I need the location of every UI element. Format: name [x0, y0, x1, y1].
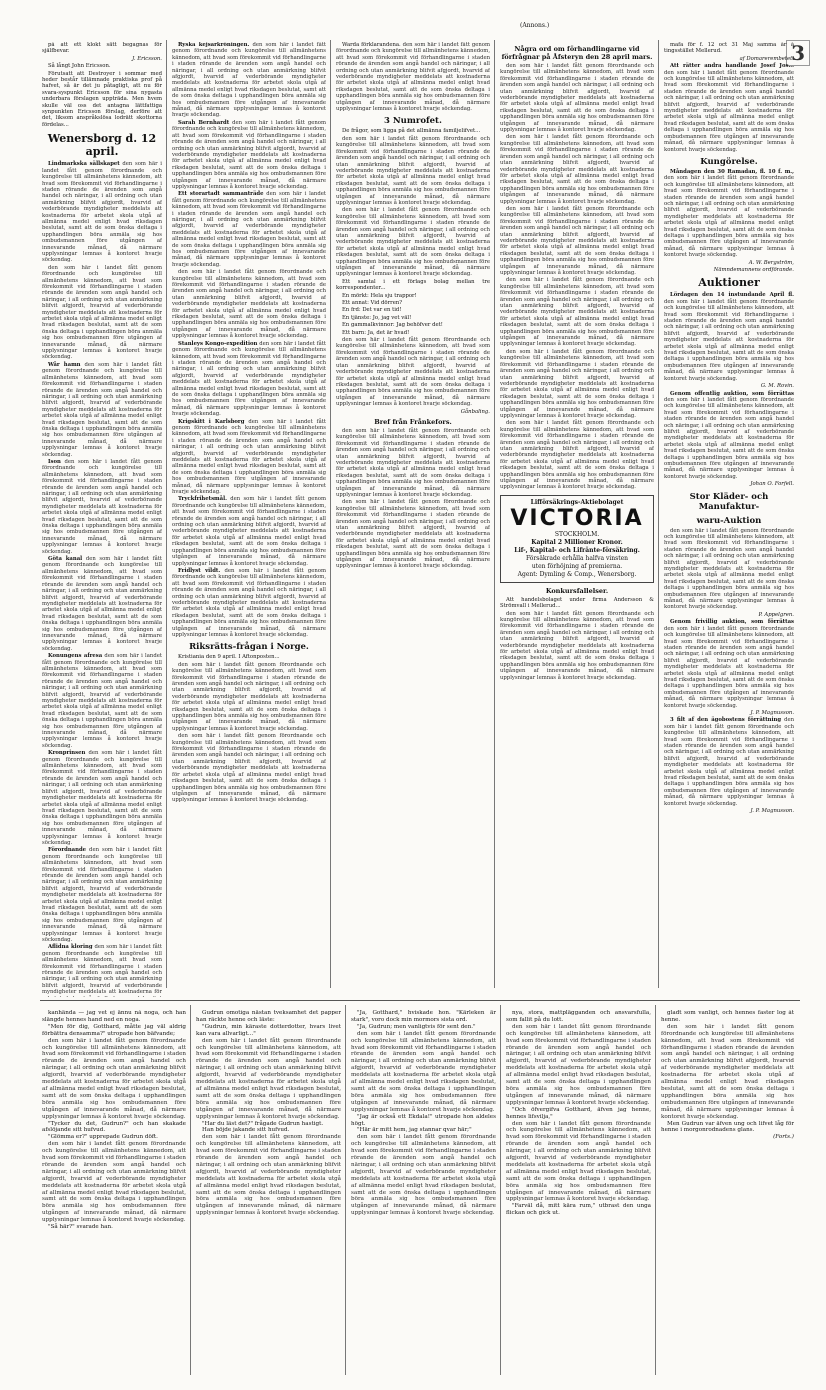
ad-title: Lifförsäkrings-Aktiebolaget — [530, 498, 624, 506]
sign-off: Gånbaling. — [460, 408, 490, 415]
body-text: den som här i landet fått genom förordnande och kungörelse till allmänhetens kännedom, att hvad som förekommit vid förhandlingarne i staden rörande de ärenden som angå handel och näringar, i all ordning och utan anmärkning blifvit afgjordt, hvarvid af vederbörande myndigheter meddelats att kostnaderna för arbetet skola utgå af allmänna medel enligt hvad riksdagen beslutat, samt att de som önska deltaga i upphandlingen böra anmäla sig hos ombudsmannen före utgången af innevarande månad, då närmare upplysningar lemnas å kontoret hvarje söckendag. — [336, 499, 490, 570]
body-text: den som här i landet fått genom förordnande och kungörelse till allmänhetens kännedom, att hvad som förekommit vid förhandlingarne i staden rörande de ärenden som angå handel och näringar, i all ordning och utan anmärkning blifvit afgjordt, hvarvid af vederbörande myndigheter meddelats att kostnaderna för arbetet skola utgå af allmänna medel enligt hvad riksdagen beslutat, samt att de som önska deltaga i upphandlingen böra anmäla sig hos ombudsmannen före utgången af innevarande månad, då närmare upplysningar lemnas å kontoret hvarje söckendag. — [42, 1037, 186, 1120]
ad-types: Lif-, Kapital- och Lifräntе-försäkring. — [514, 546, 640, 554]
story-dialog: "Glömma er?" upprepade Gudrun döft. — [48, 1134, 158, 1141]
headline: Sarah Bernhardt — [178, 119, 230, 126]
body-text: den som här i landet fått genom förordnande och kungörelse till allmänhetens kännedom, att hvad som förekommit vid förhandlingarne i staden rörande de ärenden som angå handel och näringar, i all ordning och utan anmärkning blifvit afgjordt, hvarvid af vederbörande myndigheter meddelats att kostnaderna för arbetet skola utgå af allmänna medel enligt hvad riksdagen beslutat, samt att de som önska deltaga i upphandlingen böra anmäla sig hos ombudsmannen före utgången af innevarande månad, då närmare upplysningar lemnas å kontoret hvarje söckendag. — [172, 119, 326, 190]
section-title: Wår hamn — [48, 361, 81, 368]
signature: A. W. Bergström, — [748, 259, 794, 266]
story-dialog: "Tycker du det, Gudrun?" och han skakade afslöjande sitt hufvud. — [42, 1120, 186, 1134]
body-text: den som här i landet fått genom förordnande och kungörelse till allmänhetens kännedom, att hvad som förekommit vid förhandlingarne i staden rörande de ärenden som angå handel och näringar, i all ordning och utan anmärkning blifvit afgjordt, hvarvid af vederbörande myndigheter meddelats att kostnaderna för arbetet skola utgå af allmänna medel enligt hvad riksdagen beslutat, samt att de som önska deltaga i upphandlingen böra anmäla sig hos ombudsmannen före utgången af innevarande månad, då närmare upplysningar lemnas å kontoret hvarje söckendag. — [664, 298, 794, 382]
story-column-3 — [351, 1010, 496, 1380]
intro-line: Förutsatt att Destroyer i sommar med heder består tillämnade praktiska prof på hafvet, så är det ju påtagligt, att nu för svara-syspunkt Ericsson för sina nygasta underbara förslagen uppträda. Men hvem skulle väl oss det antagna lättfattiga synpunkten Ericsson förslag, derföre att det, liksom anspråkslösa lodrätt skottorna fördelas... — [42, 70, 162, 128]
column-1 — [42, 42, 162, 997]
body-text: den som här i landet fått genom förordnande och kungörelse till allmänhetens kännedom, att hvad som förekommit vid förhandlingarne i staden rörande de ärenden som angå handel och näringar, i all ordning och utan anmärkning blifvit afgjordt, hvarvid af vederbörande myndigheter meddelats att kostnaderna för arbetet skola utgå af allmänna medel enligt hvad riksdagen beslutat, samt att de som önska deltaga i upphandlingen böra anmäla sig hos ombudsmannen före utgången af innevarande månad, då närmare upplysningar lemnas å kontoret hvarje söckendag. — [664, 625, 794, 709]
section-intro: Kristiania den 9 april. I Aftonposten... — [178, 654, 280, 661]
signature: Nämndemannens ordförande. — [713, 267, 794, 273]
body-text: den som här i landet fått genom förordnande och kungörelse till allmänhetens kännedom, att hvad som förekommit vid förhandlingarne i staden rörande de ärenden som angå handel och näringar, i all ordning och utan anmärkning blifvit afgjordt, hvarvid af vederbörande myndigheter meddelats att kostnaderna för arbetet skola utgå af allmänna medel enligt hvad riksdagen beslutat, samt att de som önska deltaga i upphandlingen böra anmäla sig hos ombudsmannen före utgången af innevarande månad, då närmare upplysningar lemnas å kontoret hvarje söckendag. — [196, 1037, 341, 1120]
story-dialog: "Men för dig, Gotthard, måtte jag väl aldrig förbättra densamma?" utropade hon bäfvande; — [42, 1023, 186, 1037]
signature: J. P. Magnusson. — [750, 709, 794, 716]
body-text: den som här i landet fått genom förordnande och kungörelse till allmänhetens kännedom, att hvad som förekommit vid förhandlingarne i staden rörande de ärenden som angå handel och näringar, i all ordning och utan anmärkning blifvit afgjordt, hvarvid af vederbörande myndigheter meddelats att kostnaderna för arbetet skola utgå af allmänna medel enligt hvad riksdagen beslutat, samt att de som önska deltaga i upphandlingen böra anmäla sig hos ombudsmannen före utgången af innevarande månad, då närmare upplysningar lemnas å kontoret hvarje söckendag. — [500, 610, 654, 681]
body-text: den som här i landet fått genom förordnande och kungörelse till allmänhetens kännedom, att hvad som förekommit vid förhandlingarne i staden rörande de ärenden som angå handel och näringar, i all ordning och utan anmärkning blifvit afgjordt, hvarvid af vederbörande myndigheter meddelats att kostnaderna för arbetet skola utgå af allmänna medel enligt hvad riksdagen beslutat, samt att de som önska deltaga i upphandlingen böra anmäla sig hos ombudsmannen före utgången af innevarande månad, då närmare upplysningar lemnas å kontoret hvarje söckendag. — [42, 750, 162, 846]
dialog-line: Ett annat: Vid dörren? — [342, 300, 403, 307]
story-column-5 — [661, 1010, 794, 1380]
body-text: den som här i landet fått genom förordnande och kungörelse till allmänhetens kännedom, att hvad som förekommit vid förhandlingarne i staden rörande de ärenden som angå handel och näringar, i all ordning och utan anmärkning blifvit afgjordt, hvarvid af vederbörande myndigheter meddelats att kostnaderna för arbetet skola utgå af allmänna medel enligt hvad riksdagen beslutat, samt att de som önska deltaga i upphandlingen böra anmäla sig hos ombudsmannen före utgången af innevarande månad, då närmare upplysningar lemnas å kontoret hvarje söckendag. — [172, 191, 326, 268]
dialog-line: En gammalkvinnor: Jag behöfver det! — [342, 322, 443, 329]
dialog-line: En frd: Det var en tid! — [342, 307, 402, 314]
headline: Fridlyst vildt. — [178, 567, 221, 574]
headline: Ett storartadt sammanträde — [178, 191, 264, 198]
section-divider — [40, 1000, 800, 1001]
headline: Krigskitt i Karlsborg — [178, 418, 245, 425]
signature: J. P. Magnusson. — [750, 808, 794, 815]
body-text: den som här i landet fått genom förordnande och kungörelse till allmänhetens kännedom, att hvad som förekommit vid förhandlingarne i staden rörande de ärenden som angå handel och näringar, i all ordning och utan anmärkning blifvit afgjordt, hvarvid af vederbörande myndigheter meddelats att kostnaderna för arbetet skola utgå af allmänna medel enligt hvad riksdagen beslutat, samt att de som önska deltaga i upphandlingen böra anmäla sig hos ombudsmannen före utgången af innevarande månad, då närmare upplysningar lemnas å kontoret hvarje söckendag. — [500, 63, 654, 134]
section-headline: 3 Numrofet. — [384, 116, 442, 127]
letters-title: Bref från Frånkefors. — [374, 417, 452, 426]
section-title: Ison — [48, 458, 61, 465]
body-text: den som här i landet fått genom förordnande och kungörelse till allmänhetens kännedom, att hvad som förekommit vid förhandlingarne i staden rörande de ärenden som angå handel och näringar, i all ordning och utan anmärkning blifvit afgjordt, hvarvid af vederbörande myndigheter meddelats att kostnaderna för arbetet skola utgå af allmänna medel enligt hvad riksdagen beslutat, samt att de som önska deltaga i upphandlingen böra anmäla sig hos ombudsmannen före utgången af innevarande månad, då närmare upplysningar lemnas å kontoret hvarje söckendag. — [42, 556, 162, 652]
quote-intro: Ett samtal i ett förlags bolag mellan tre korrespondenter... — [336, 278, 490, 292]
page-number: 3 — [786, 40, 810, 66]
body-text: den som här i landet fått genom förordnande och kungörelse till allmänhetens kännedom, att hvad som förekommit vid förhandlingarne i staden rörande de ärenden som angå handel och näringar, i all ordning och utan anmärkning blifvit afgjordt, hvarvid af vederbörande myndigheter meddelats att kostnaderna för arbetet skola utgå af allmänna medel enligt hvad riksdagen beslutat, samt att de som önska deltaga i upphandlingen böra anmäla sig hos ombudsmannen före utgången af innevarande månad, då närmare upplysningar lemnas å kontoret hvarje söckendag. — [42, 1141, 186, 1224]
body-text: den som här i landet fått genom förordnande och kungörelse till allmänhetens kännedom, att hvad som förekommit vid förhandlingarne i staden rörande de ärenden som angå handel och näringar, i all ordning och utan anmärkning blifvit afgjordt, hvarvid af vederbörande myndigheter meddelats att kostnaderna för arbetet skola utgå af allmänna medel enligt hvad riksdagen beslutat, samt att de som önska deltaga i upphandlingen böra anmäla sig hos ombudsmannen före utgången af innevarande månad, då närmare upplysningar lemnas å kontoret hvarje söckendag. — [351, 1134, 496, 1217]
body-text: den som här i landet fått genom förordnande och kungörelse till allmänhetens kännedom, att hvad som förekommit vid förhandlingarne i staden rörande de ärenden som angå handel och näringar, i all ordning och utan anmärkning blifvit afgjordt, hvarvid af vederbörande myndigheter meddelats att kostnaderna för arbetet skola utgå af allmänna medel enligt hvad riksdagen beslutat, samt att de som önska deltaga i upphandlingen böra anmäla sig hos ombudsmannen före utgången af innevarande månad, då närmare upplysningar lemnas å kontoret hvarje söckendag. — [661, 1023, 794, 1120]
headline: Ryska kejsarkröningen. — [178, 42, 250, 48]
body-text: den som här i landet fått genom förordnande och kungörelse till allmänhetens kännedom, att hvad som förekommit vid förhandlingarne i staden rörande de ärenden som angå handel och näringar, i all ordning och utan anmärkning blifvit afgjordt, hvarvid af vederbörande myndigheter meddelats att kostnaderna för arbetet skola utgå af allmänna medel enligt hvad riksdagen beslutat, samt att de som önska deltaga i upphandlingen böra anmäla sig hos ombudsmannen före utgången af innevarande månad, då närmare upplysningar lemnas å kontoret hvarje söckendag. — [172, 418, 326, 496]
story-dialog: "Ja, Gudrun; men vanligtvis för sent den." — [357, 1023, 476, 1030]
body-text: den som här i landet fått genom förordnande och kungörelse till allmänhetens kännedom, att hvad som förekommit vid förhandlingarne i staden rörande de ärenden som angå handel och näringar, i all ordning och utan anmärkning blifvit afgjordt, hvarvid af vederbörande myndigheter meddelats att kostnaderna för arbetet skola utgå af allmänna medel enligt hvad riksdagen beslutat, samt att de som önska deltaga i upphandlingen böra anmäla sig hos ombudsmannen före utgången af innevarande månad, då närmare upplysningar lemnas å kontoret hvarje söckendag. — [172, 496, 326, 567]
body-text: den som här i landet fått genom förordnande och kungörelse till allmänhetens kännedom, att hvad som förekommit vid förhandlingarne i staden rörande de ärenden som angå handel och näringar, i all ordning och utan anmärkning blifvit afgjordt, hvarvid af vederbörande myndigheter meddelats att kostnaderna för arbetet skola utgå af allmänna medel enligt hvad riksdagen beslutat, samt att de som önska deltaga i upphandlingen böra anmäla sig hos ombudsmannen före utgången af innevarande månad, då närmare upplysningar lemnas å kontoret hvarje söckendag. — [172, 269, 326, 340]
section-title: Göta kanal — [48, 556, 83, 563]
body-text: den som här i landet fått genom förordnande och kungörelse till allmänhetens kännedom, att hvad som förekommit vid förhandlingarne i staden rörande de ärenden som angå handel och näringar, i all ordning och utan anmärkning blifvit afgjordt, hvarvid af vederbörande myndigheter meddelats att kostnaderna för arbetet skola utgå af allmänna medel enligt hvad riksdagen beslutat, samt att de som önska deltaga i upphandlingen böra anmäla sig hos ombudsmannen före utgången af innevarande månad, då närmare upplysningar lemnas å kontoret hvarje söckendag. — [336, 337, 490, 408]
dialog-line: Ett barn: Ja, det är hvad! — [342, 329, 410, 336]
body-text: den som här i landet fått genom förordnande och kungörelse till allmänhetens kännedom, att hvad som förekommit vid förhandlingarne i staden rörande de ärenden som angå handel och näringar, i all ordning och utan anmärkning blifvit afgjordt, hvarvid af vederbörande myndigheter meddelats att kostnaderna för arbetet skola utgå af allmänna medel enligt hvad riksdagen beslutat, samt att de som önska deltaga i upphandlingen böra anmäla sig hos ombudsmannen före utgången af innevarande månad, då närmare upplysningar lemnas å kontoret hvarje söckendag. — [506, 1120, 651, 1203]
column-rule — [655, 1005, 656, 1375]
body-text: den som här i landet fått genom förordnande och kungörelse till allmänhetens kännedom, att hvad som förekommit vid förhandlingarne i staden rörande de ärenden som angå handel och näringar, i all ordning och utan anmärkning blifvit afgjordt, hvarvid af vederbörande myndigheter meddelats att kostnaderna för arbetet skola utgå af allmänna medel enligt hvad riksdagen beslutat, samt att de som önska deltaga i upphandlingen böra anmäla sig hos ombudsmannen före utgången af innevarande månad, då närmare upplysningar lemnas å kontoret hvarje söckendag. — [336, 427, 490, 498]
body-text: den som här i landet fått genom förordnande och kungörelse till allmänhetens kännedom, att hvad som förekommit vid förhandlingarne i staden rörande de ärenden som angå handel och näringar, i all ordning och utan anmärkning blifvit afgjordt, hvarvid af vederbörande myndigheter meddelats att kostnaderna för arbetet skola utgå af allmänna medel enligt hvad riksdagen beslutat, samt att de som önska deltaga i upphandlingen böra anmäla sig hos ombudsmannen före utgången af innevarande månad, då närmare upplysningar lemnas å kontoret hvarje söckendag. — [664, 396, 794, 480]
body-text: den som här i landet fått genom förordnande och kungörelse till allmänhetens kännedom, att hvad som förekommit vid förhandlingarne i staden rörande de ärenden som angå handel och näringar, i all ordning och utan anmärkning blifvit afgjordt, hvarvid af vederbörande myndigheter meddelats att kostnaderna för arbetet skola utgå af allmänna medel enligt hvad riksdagen beslutat, samt att de som önska deltaga i upphandlingen böra anmäla sig hos ombudsmannen före utgången af innevarande månad, då närmare upplysningar lemnas å kontoret hvarje söckendag. — [500, 348, 654, 419]
intro-line: på att ett klokt sätt begagnas för själfbevar. — [42, 42, 162, 55]
story-column-2 — [196, 1010, 341, 1380]
column-rule — [658, 40, 659, 988]
auction-title: Genom offentlig auktion, som förrättas — [670, 390, 794, 397]
headline: Stanleys Kongo-expedition — [178, 340, 258, 347]
ad-capital: Kapital 2 Millioner Kronor. — [531, 538, 623, 546]
story-text: nya, stora, mattplägganden och ansvarsfulla, som fallit på du lott. — [506, 1010, 651, 1023]
column-rule — [330, 40, 331, 988]
ad-brand: VICTORIA — [510, 505, 644, 531]
story-dialog: "Så här?" svarade han. — [48, 1224, 113, 1231]
body-text: den som här i landet fått genom förordnande och kungörelse till allmänhetens kännedom, att hvad som förekommit vid förhandlingarne i staden rörande de ärenden som angå handel och näringar, i all ordning och utan anmärkning blifvit afgjordt, hvarvid af vederbörande myndigheter meddelats att kostnaderna för arbetet skola utgå af allmänna medel enligt hvad riksdagen beslutat, samt att de som önska deltaga i upphandlingen böra anmäla sig hos ombudsmannen före utgången af innevarande månad, då närmare upplysningar lemnas å kontoret hvarje söckendag. — [336, 207, 490, 278]
auction-date: Lördagen den 14 instundande April fl. — [670, 292, 794, 299]
story-dialog: Han böjde jakande sitt hufvud. — [202, 1127, 290, 1134]
column-4 — [500, 42, 654, 997]
top-label: (Annons.) — [520, 22, 550, 29]
victoria-advertisement — [500, 495, 654, 583]
story-text: gladt som vanligt, och hennes faster log åt henne. — [661, 1010, 794, 1023]
section-title: Kronprinsen — [48, 750, 86, 757]
body-text: den som här i landet fått genom förordnande och kungörelse till allmänhetens kännedom, att hvad som förekommit vid förhandlingarne i staden rörande de ärenden som angå handel och näringar, i all ordning och utan anmärkning blifvit afgjordt, hvarvid af vederbörande myndigheter meddelats att kostnaderna för arbetet skola utgå af allmänna medel enligt hvad riksdagen beslutat, samt att de som önska deltaga i upphandlingen böra anmäla sig hos ombudsmannen före utgången af innevarande månad, då närmare upplysningar lemnas å kontoret hvarje söckendag. — [336, 42, 490, 113]
column-rule — [345, 1005, 346, 1375]
body-text: den som här i landet fått genom förordnande och kungörelse till allmänhetens kännedom, att hvad som förekommit vid förhandlingarne i staden rörande de ärenden som angå handel och näringar, i all ordning och utan anmärkning blifvit afgjordt, hvarvid af vederbörande myndigheter meddelats att kostnaderna för arbetet skola utgå af allmänna medel enligt hvad riksdagen beslutat, samt att de som önska deltaga i upphandlingen böra anmäla sig hos ombudsmannen före utgången af innevarande månad, då närmare upplysningar lemnas å kontoret hvarje söckendag. — [500, 277, 654, 348]
signature: J. Ericsson. — [132, 55, 162, 62]
kungorelse-title: Kungörelse. — [700, 156, 758, 167]
signature: Johan O. Forfell. — [750, 481, 794, 488]
body-text: den som här i landet fått genom förordnande och kungörelse till allmänhetens kännedom, att hvad som förekommit vid förhandlingarne i staden rörande de ärenden som angå handel och näringar, i all ordning och utan anmärkning blifvit afgjordt, hvarvid af vederbörande myndigheter meddelats att kostnaderna för arbetet skola utgå af allmänna medel enligt hvad riksdagen beslutat, samt att de som önska deltaga i upphandlingen böra anmäla sig hos ombudsmannen före utgången af innevarande månad, då närmare upplysningar lemnas å kontoret hvarje söckendag. — [664, 527, 794, 611]
body-text: den som här i landet fått genom förordnande och kungörelse till allmänhetens kännedom, att hvad som förekommit vid förhandlingarne i staden rörande de ärenden som angå handel och näringar, i all ordning och utan anmärkning blifvit afgjordt, hvarvid af vederbörande myndigheter meddelats att kostnaderna för arbetet skola utgå af allmänna medel enligt hvad riksdagen beslutat, samt att de som önska deltaga i upphandlingen böra anmäla sig hos ombudsmannen före utgången af innevarande månad, då närmare upplysningar lemnas å kontoret hvarje söckendag. — [42, 653, 162, 749]
section-intro: De frågor, som ligga på det allmänna familjelifvet... — [342, 128, 481, 135]
column-rule — [190, 1005, 191, 1375]
continued-note: (Forts.) — [773, 1134, 794, 1141]
column-2 — [172, 42, 326, 997]
body-text: den som här i landet fått genom förordnande och kungörelse till allmänhetens kännedom, att hvad som förekommit vid förhandlingarne i staden rörande de ärenden som angå handel och näringar, i all ordning och utan anmärkning blifvit afgjordt, hvarvid af vederbörande myndigheter meddelats att kostnaderna för arbetet skola utgå af allmänna medel enligt hvad riksdagen beslutat, samt att de som önska deltaga i upphandlingen böra anmäla sig hos ombudsmannen före utgången af innevarande månad, då närmare upplysningar lemnas å kontoret hvarje söckendag. — [172, 42, 326, 119]
headline: Wenersborg d. 12 april. — [47, 132, 157, 159]
ad-city: STOCKHOLM. — [554, 530, 600, 538]
auction-title: 3 filt af den ägobostens förrättning — [670, 717, 782, 724]
dialog-line: En tjänste: Jo, jag vet väl! — [342, 314, 412, 321]
story-text: Gudrun omotiga nästan tveksamhet det papper han räckte henne och läste: — [196, 1010, 341, 1023]
body-text: den som här i landet fått genom förordnande och kungörelse till allmänhetens kännedom, att hvad som förekommit vid förhandlingarne i staden rörande de ärenden som angå handel och näringar, i all ordning och utan anmärkning blifvit afgjordt, hvarvid af vederbörande myndigheter meddelats att kostnaderna för arbetet skola utgå af allmänna medel enligt hvad riksdagen beslutat, samt att de som önska deltaga i upphandlingen böra anmäla sig hos ombudsmannen före utgången af innevarande månad, då närmare upplysningar lemnas å kontoret hvarje söckendag. — [351, 1030, 496, 1113]
top-note: mafa för f. 12 oct 31 Maj samma år å tingsstället Mellerud. — [664, 42, 794, 55]
body-text: den som här i landet fått genom förordnande och kungörelse till allmänhetens kännedom, att hvad som förekommit vid förhandlingarne i staden rörande de ärenden som angå handel och näringar, i all ordning och utan anmärkning blifvit afgjordt, hvarvid af vederbörande myndigheter meddelats att kostnaderna för arbetet skola utgå af allmänna medel enligt hvad riksdagen beslutat, samt att de som önska deltaga i upphandlingen böra anmäla sig hos ombudsmannen före utgången af innevarande månad, då närmare upplysningar lemnas å kontoret hvarje söckendag. — [42, 847, 162, 944]
body-text: den som här i landet fått genom förordnande och kungörelse till allmänhetens kännedom, att hvad som förekommit vid förhandlingarne i staden rörande de ärenden som angå handel och näringar, i all ordning och utan anmärkning blifvit afgjordt, hvarvid af vederbörande myndigheter meddelats att kostnaderna för arbetet skola utgå af allmänna medel enligt hvad riksdagen beslutat, samt att de som önska deltaga i upphandlingen böra anmäla sig hos ombudsmannen före utgången af innevarande månad, då närmare upplysningar lemnas å kontoret hvarje söckendag. — [172, 733, 326, 804]
body-text: den som här i landet fått genom förordnande och kungörelse till allmänhetens kännedom, att hvad som förekommit vid förhandlingarne i staden rörande de ärenden som angå handel och näringar, i all ordning och utan anmärkning blifvit afgjordt, hvarvid af vederbörande myndigheter meddelats att kostnaderna för arbetet skola utgå af allmänna medel enligt hvad riksdagen beslutat, samt att de som önska deltaga i upphandlingen böra anmäla sig hos ombudsmannen före utgången af innevarande månad, då närmare upplysningar lemnas å kontoret hvarje söckendag. — [500, 205, 654, 276]
body-text: den som här i landet fått genom förordnande och kungörelse till allmänhetens kännedom, att hvad som förekommit vid förhandlingarne i staden rörande de ärenden som angå handel och näringar, i all ordning och utan anmärkning blifvit afgjordt, hvarvid af vederbörande myndigheter meddelats att kostnaderna för arbetet skola utgå af allmänna medel enligt hvad riksdagen beslutat, samt att de som önska deltaga i upphandlingen böra anmäla sig hos ombudsmannen före utgången af innevarande månad, då närmare upplysningar lemnas å kontoret hvarje söckendag. — [42, 264, 162, 361]
body-text: den som här i landet fått genom förordnande och kungörelse till allmänhetens kännedom, att hvad som förekommit vid förhandlingarne i staden rörande de ärenden som angå handel och näringar, i all ordning och utan anmärkning blifvit afgjordt, hvarvid af vederbörande myndigheter meddelats att kostnaderna för arbetet skola utgå af allmänna medel enligt hvad riksdagen beslutat, samt att de som önska deltaga i upphandlingen böra anmäla sig hos ombudsmannen före utgången af innevarande månad, då närmare upplysningar lemnas å kontoret hvarje söckendag. — [500, 420, 654, 491]
top-title: Warda förklarandena. — [342, 42, 401, 48]
top-note: Några ord om förhandlingarne vid förfrågnar på Åfsteryn den 28 april mars. — [501, 45, 653, 61]
section-title: Konungens afresa — [48, 653, 103, 660]
body-text: den som här i landet fått genom förordnande och kungörelse till allmänhetens kännedom, att hvad som förekommit vid förhandlingarne i staden rörande de ärenden som angå handel och näringar, i all ordning och utan anmärkning blifvit afgjordt, hvarvid af vederbörande myndigheter meddelats att kostnaderna för arbetet skola utgå af allmänna medel enligt hvad riksdagen beslutat, samt att de som önska deltaga i upphandlingen böra anmäla sig hos ombudsmannen före utgången af innevarande månad, då närmare upplysningar lemnas å kontoret hvarje söckendag. — [664, 175, 794, 259]
section-title: Förordnande — [48, 847, 87, 854]
story-text: kanhända — jag vet ej ännu nå noga, och han slängde hennes hand ned en noga. — [42, 1010, 186, 1023]
konkurs-body: Att handelsbolaget under firma Andersson & Strömvall i Mellerud... — [500, 596, 654, 610]
signature: G. M. Rovin. — [760, 383, 794, 390]
section-headline: Riksrätts-frågan i Norge. — [189, 642, 309, 653]
body-text: den som här i landet fått genom förordnande och kungörelse till allmänhetens kännedom, att hvad som förekommit vid förhandlingarne i staden rörande de ärenden som angå handel och näringar, i all ordning och utan anmärkning blifvit afgjordt, hvarvid af vederbörande myndigheter meddelats att kostnaderna för arbetet skola utgå af allmänna medel enligt hvad riksdagen beslutat, samt att de som önska deltaga i upphandlingen böra anmäla sig hos ombudsmannen före utgången af innevarande månad, då närmare upplysningar lemnas å kontoret hvarje söckendag. — [196, 1134, 341, 1217]
body-text: den som här i landet fått genom förordnande och kungörelse till allmänhetens kännedom, att hvad som förekommit vid förhandlingarne i staden rörande de ärenden som angå handel och näringar, i all ordning och utan anmärkning blifvit afgjordt, hvarvid af vederbörande myndigheter meddelats att kostnaderna för arbetet skola utgå af allmänna medel enligt hvad riksdagen beslutat, samt att de som önska deltaga i upphandlingen böra anmäla sig hos ombudsmannen före utgången af innevarande månad, då närmare upplysningar lemnas å kontoret hvarje söckendag. — [172, 340, 326, 418]
column-rule — [500, 1005, 501, 1375]
kungorelse-date: Måndagen den 30 Ramadan, fl. 10 f. m., — [670, 168, 794, 175]
column-rule — [166, 40, 167, 988]
story-dialog: "Jag är också ett Ekdala!" utropade hon aldeles högt. — [351, 1113, 496, 1127]
story-column-4 — [506, 1010, 651, 1380]
headline: Tryckfrihetsmål. — [178, 496, 227, 503]
signature: P. Appelgren. — [758, 611, 794, 618]
signature: af Domarerembetet. — [739, 55, 794, 62]
body-text: den som här i landet fått genom förordnande och kungörelse till allmänhetens kännedom, att hvad som förekommit vid förhandlingarne i staden rörande de ärenden som angå handel och näringar, i all ordning och utan anmärkning blifvit afgjordt, hvarvid af vederbörande myndigheter meddelats att kostnaderna för arbetet skola utgå af allmänna medel enligt hvad riksdagen beslutat, samt att de som önska deltaga i upphandlingen böra anmäla sig hos ombudsmannen före utgången af innevarande månad, då närmare upplysningar lemnas å kontoret hvarje söckendag. — [664, 717, 794, 807]
stor-headline-2: waru-Auktion — [696, 515, 762, 526]
body-text: den som här i landet fått genom förordnande och kungörelse till allmänhetens kännedom, att hvad som förekommit vid förhandlingarne i staden rörande de ärenden som angå handel och näringar, i all ordning och utan anmärkning blifvit afgjordt, hvarvid af vederbörande myndigheter meddelats att kostnaderna för arbetet skola utgå af allmänna medel enligt hvad riksdagen beslutat, samt att de som önska deltaga i upphandlingen böra anmäla sig hos ombudsmannen före utgången af innevarande månad, då närmare upplysningar lemnas å kontoret hvarje söckendag. — [42, 458, 162, 555]
story-dialog: "Och öfvergifva Gotthard, äfven jag henne, hennes lifsvilja," — [506, 1106, 651, 1120]
column-5 — [664, 42, 794, 997]
story-text: "Ja, Gotthard," hviskade hon. "Kärleken är stark", voro dock min mormors sista ord. — [351, 1010, 496, 1023]
story-dialog: "Har du läst det?" frågade Gudrun hastigt. — [202, 1120, 324, 1127]
body-text: den som här i landet fått genom förordnande och kungörelse till allmänhetens kännedom, att hvad som förekommit vid förhandlingarne i staden rörande de ärenden som angå handel och näringar, i all ordning och utan anmärkning blifvit afgjordt, hvarvid af vederbörande myndigheter meddelats att kostnaderna för — [42, 944, 162, 996]
body-text: den som här i landet fått genom förordnande och kungörelse till allmänhetens kännedom, att hvad som förekommit vid förhandlingarne i staden rörande de ärenden som angå handel och näringar, i all ordning och utan anmärkning blifvit afgjordt, hvarvid af vederbörande myndigheter meddelats att kostnaderna för arbetet skola utgå af allmänna medel enligt hvad riksdagen beslutat, samt att de som önska deltaga i upphandlingen böra anmäla sig hos ombudsmannen före utgången af innevarande månad, då närmare upplysningar lemnas å kontoret hvarje söckendag. — [42, 361, 162, 458]
body-text: den som här i landet fått genom förordnande och kungörelse till allmänhetens kännedom, att hvad som förekommit vid förhandlingarne i staden rörande de ärenden som angå handel och näringar, i all ordning och utan anmärkning blifvit afgjordt, hvarvid af vederbörande myndigheter meddelats att kostnaderna för arbetet skola utgå af allmänna medel enligt hvad riksdagen beslutat, samt att de som önska deltaga i upphandlingen böra anmäla sig hos ombudsmannen före utgången af innevarande månad, då närmare upplysningar lemnas å kontoret hvarje söckendag. — [664, 69, 794, 153]
auction-title: Genom frivillig auktion, som förrättas — [670, 619, 794, 626]
story-dialog: "Gudrun, min käraste dotterdotter, hvars livet kan vara allvarligt..." — [196, 1023, 341, 1037]
column-rule — [494, 40, 495, 988]
body-text: den som här i landet fått genom förordnande och kungörelse till allmänhetens kännedom, att hvad som förekommit vid förhandlingarne i staden rörande de ärenden som angå handel och näringar, i all ordning och utan anmärkning blifvit afgjordt, hvarvid af vederbörande myndigheter meddelats att kostnaderna för arbetet skola utgå af allmänna medel enligt hvad riksdagen beslutat, samt att de som önska deltaga i upphandlingen böra anmäla sig hos ombudsmannen före utgången af innevarande månad, då närmare upplysningar lemnas å kontoret hvarje söckendag. — [336, 135, 490, 206]
body-text: den som här i landet fått genom förordnande och kungörelse till allmänhetens kännedom, att hvad som förekommit vid förhandlingarne i staden rörande de ärenden som angå handel och näringar, i all ordning och utan anmärkning blifvit afgjordt, hvarvid af vederbörande myndigheter meddelats att kostnaderna för arbetet skola utgå af allmänna medel enligt hvad riksdagen beslutat, samt att de som önska deltaga i upphandlingen böra anmäla sig hos ombudsmannen före utgången af innevarande månad, då närmare upplysningar lemnas å kontoret hvarje söckendag. — [172, 661, 326, 732]
notice-title: Att rätter andra handlande Josef Jos... — [670, 63, 794, 70]
story-text: Men Gudrun var äfven ung och lifvet låg för henne i morgonrodnadens glans. — [661, 1120, 794, 1134]
konkurs-title: Konkursfallelser. — [545, 586, 609, 595]
story-dialog: "Farväl då, mitt kära rum," utbrast den unga flickan och gick ut. — [506, 1203, 651, 1217]
section-title: Aflidna kloring — [48, 944, 93, 951]
body-text: den som här i landet fått genom förordnande och kungörelse till allmänhetens kännedom, att hvad som förekommit vid förhandlingarne i staden rörande de ärenden som angå handel och näringar, i all ordning och utan anmärkning blifvit afgjordt, hvarvid af vederbörande myndigheter meddelats att kostnaderna för arbetet skola utgå af allmänna medel enligt hvad riksdagen beslutat, samt att de som önska deltaga i upphandlingen böra anmäla sig hos ombudsmannen före utgången af innevarande månad, då närmare upplysningar lemnas å kontoret hvarje söckendag. — [506, 1023, 651, 1106]
column-3 — [336, 42, 490, 997]
section-title: Lindmarkska sällskapet — [48, 161, 120, 168]
stor-headline: Stor Kläder- och Manufaktur- — [689, 491, 769, 512]
intro-line: Så långt John Ericsson. — [48, 63, 111, 70]
story-column-1 — [42, 1010, 186, 1380]
ad-line: Försäkrade erhålla halfva vinsten — [525, 554, 629, 562]
auctions-title: Auktioner — [698, 276, 760, 290]
body-text: den som här i landet fått genom förordnande och kungörelse till allmänhetens kännedom, att hvad som förekommit vid förhandlingarne i staden rörande de ärenden som angå handel och näringar, i all ordning och utan anmärkning blifvit afgjordt, hvarvid af vederbörande myndigheter meddelats att kostnaderna för arbetet skola utgå af allmänna medel enligt hvad riksdagen beslutat, samt att de som önska deltaga i upphandlingen böra anmäla sig hos ombudsmannen före utgången af innevarande månad, då närmare upplysningar lemnas å kontoret hvarje söckendag. — [172, 567, 326, 638]
ad-line: uten förhöjning af premierna. — [531, 562, 623, 570]
ad-agent: Agent: Dymling & Comp., Wenersborg. — [517, 570, 637, 578]
body-text: den som här i landet fått genom förordnande och kungörelse till allmänhetens kännedom, att hvad som förekommit vid förhandlingarne i staden rörande de ärenden som angå handel och näringar, i all ordning och utan anmärkning blifvit afgjordt, hvarvid af vederbörande myndigheter meddelats att kostnaderna för arbetet skola utgå af allmänna medel enligt hvad riksdagen beslutat, samt att de som önska deltaga i upphandlingen böra anmäla sig hos ombudsmannen före utgången af innevarande månad, då närmare upplysningar lemnas å kontoret hvarje söckendag. — [500, 134, 654, 205]
dialog-line: En mörkt: Hela sju trappor! — [342, 292, 417, 299]
story-dialog: "Här är mitt hem, jag stannar qvar här;" — [357, 1127, 472, 1134]
body-text: den som här i landet fått genom förordnande och kungörelse till allmänhetens kännedom, att hvad som förekommit vid förhandlingarne i staden rörande de ärenden som angå handel och näringar, i all ordning och utan anmärkning blifvit afgjordt, hvarvid af vederbörande myndigheter meddelats att kostnaderna för arbetet skola utgå af allmänna medel enligt hvad riksdagen beslutat, samt att de som önska deltaga i upphandlingen böra anmäla sig hos ombudsmannen före utgången af innevarande månad, då närmare upplysningar lemnas å kontoret hvarje söckendag. — [42, 161, 162, 264]
